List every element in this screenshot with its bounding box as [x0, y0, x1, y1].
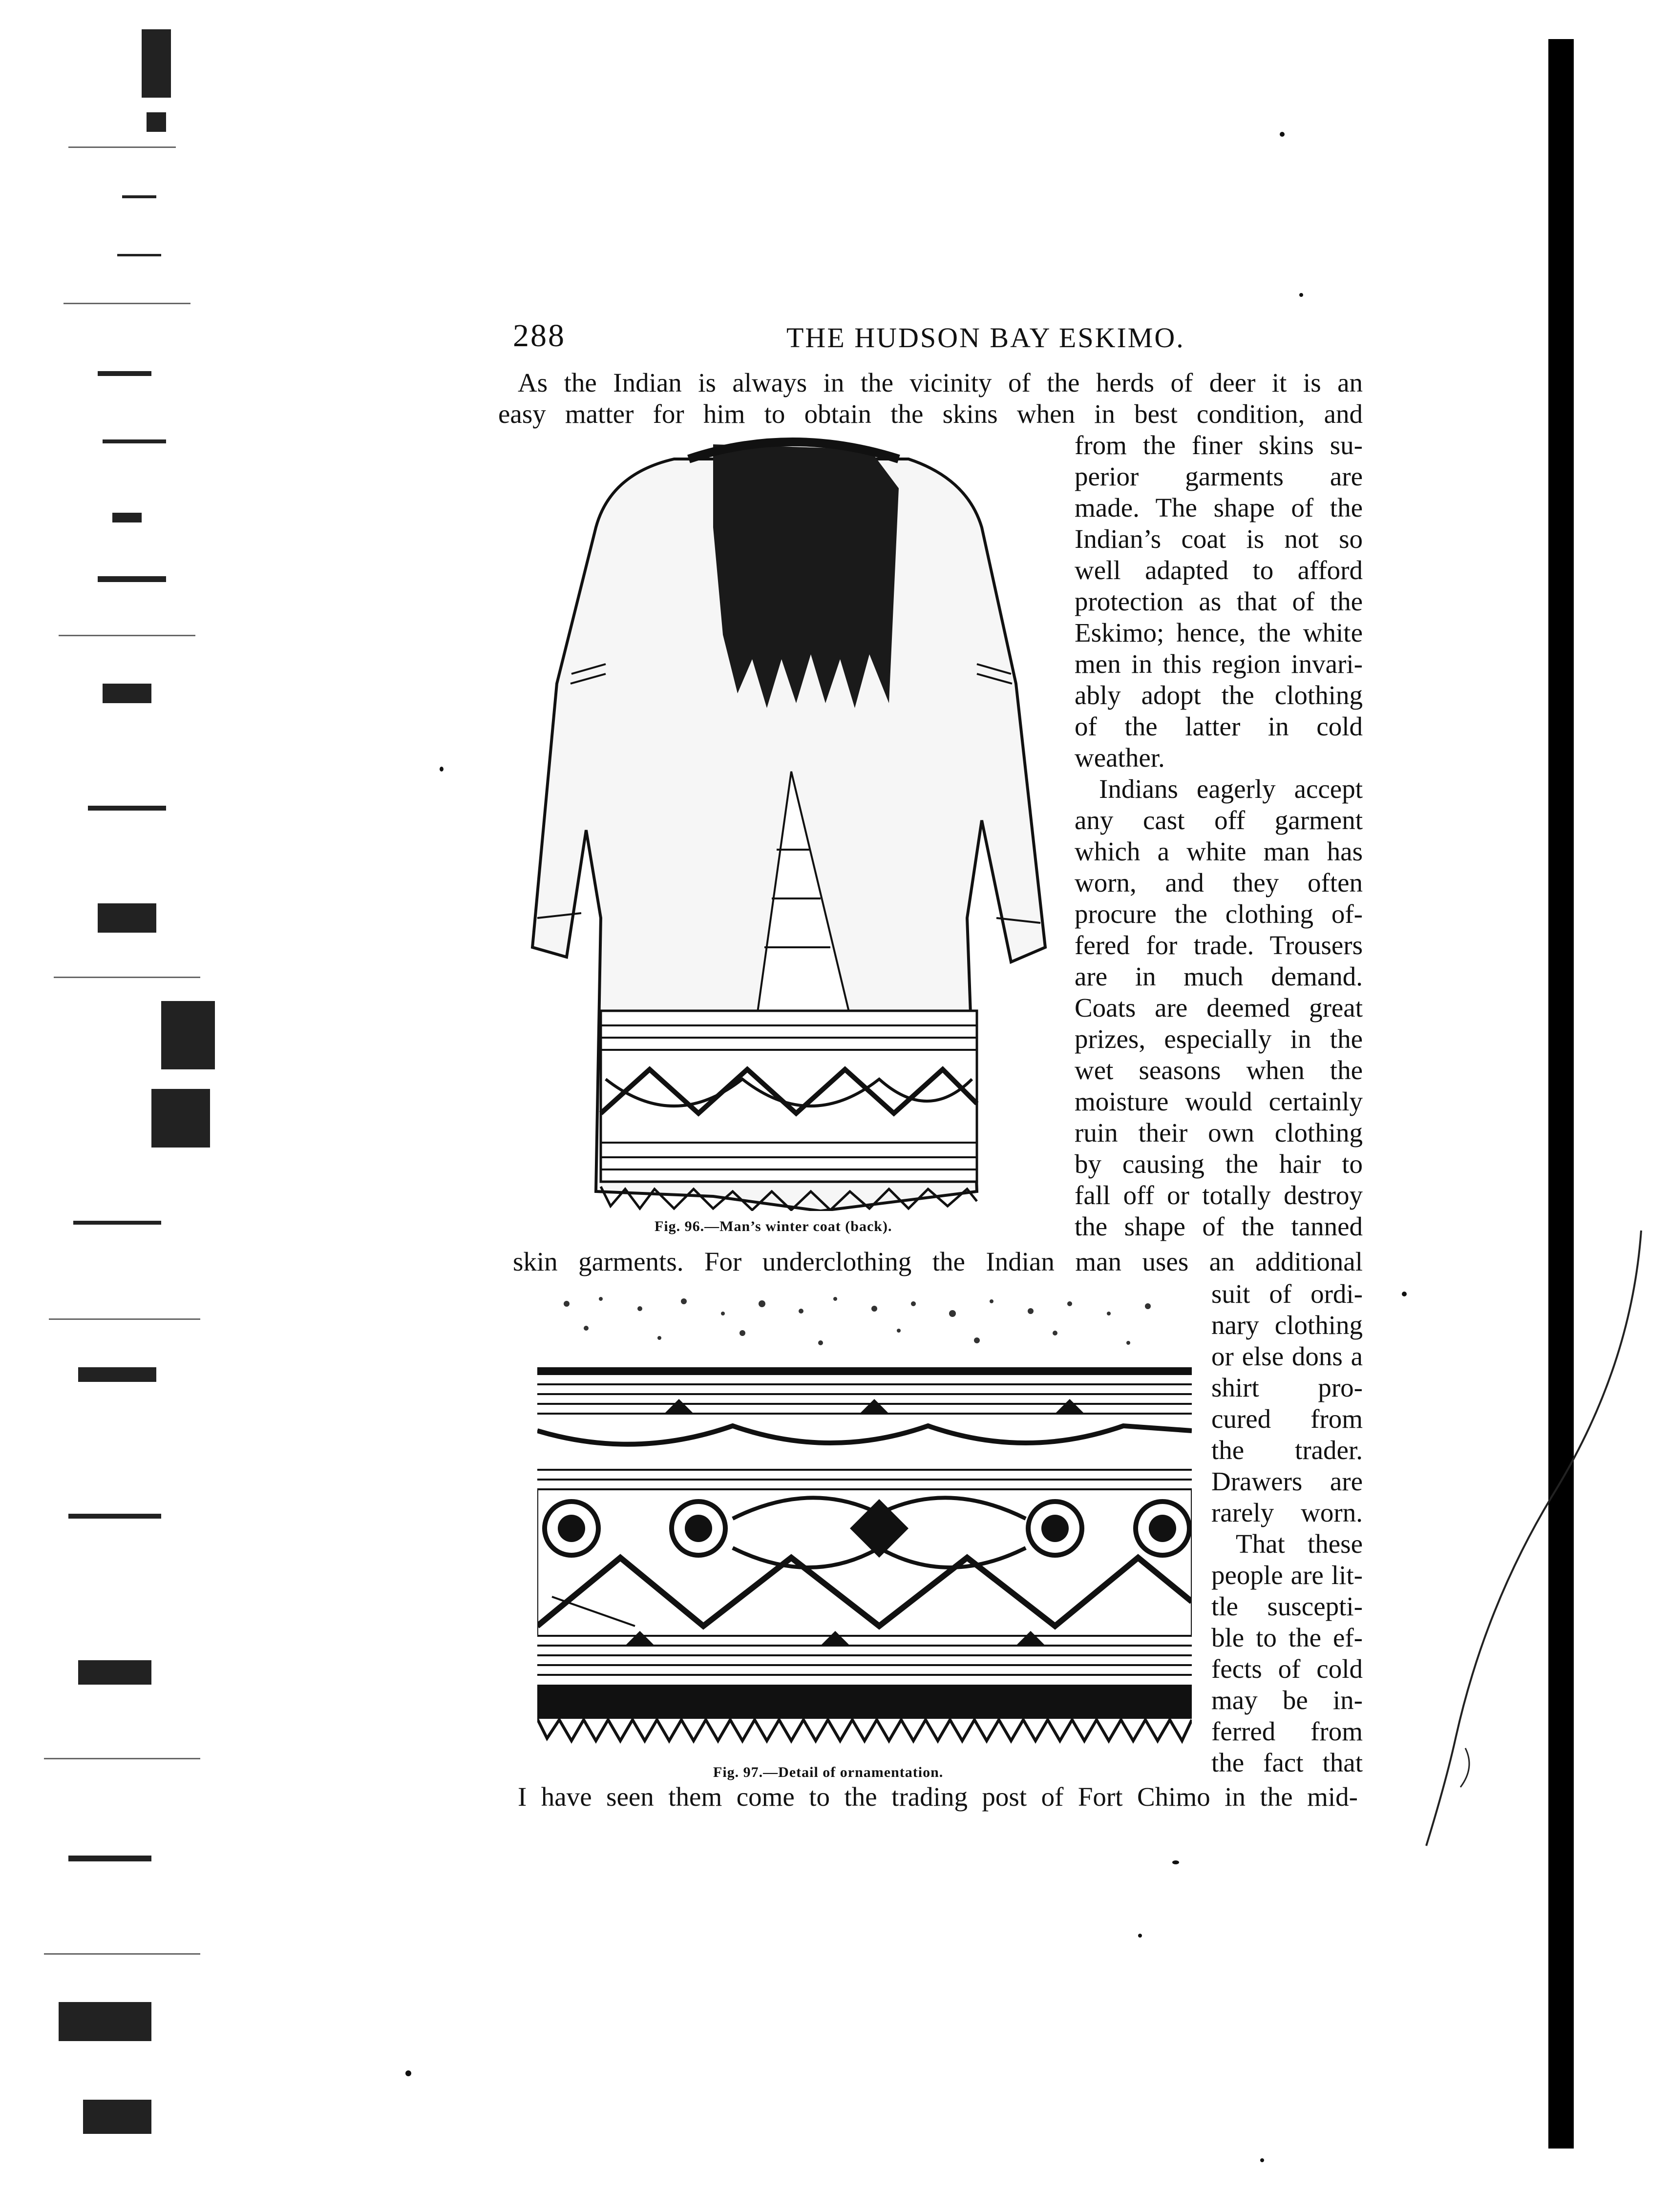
text-line: worn, and they often: [1075, 868, 1363, 897]
text-line: by causing the hair to: [1075, 1149, 1363, 1179]
figure-96-coat: [528, 430, 1055, 1211]
text-line: any cast off garment: [1075, 805, 1363, 835]
text-line: fered for trade. Trousers: [1075, 930, 1363, 960]
text-line: Eskimo; hence, the white: [1075, 618, 1363, 647]
text-line: ably adopt the clothing: [1075, 680, 1363, 710]
ink-speck: [405, 2070, 411, 2076]
text-line: cured from: [1211, 1404, 1363, 1434]
text-line: may be in-: [1211, 1685, 1363, 1715]
text-line: ferred from: [1211, 1716, 1363, 1746]
figure-97-caption: Fig. 97.—Detail of ornamentation.: [713, 1764, 944, 1780]
ink-speck: [1260, 2158, 1264, 2162]
text-line: weather.: [1075, 743, 1165, 772]
text-line: tle suscepti-: [1211, 1591, 1363, 1621]
running-head: [513, 317, 1363, 356]
text-line: rarely worn.: [1211, 1498, 1363, 1527]
text-line: procure the clothing of-: [1075, 899, 1363, 929]
text-line: the fact that: [1211, 1748, 1363, 1777]
text-line: wet seasons when the: [1075, 1055, 1363, 1085]
text-line: from the finer skins su-: [1075, 430, 1363, 460]
text-line: people are lit-: [1211, 1560, 1363, 1590]
text-line: the shape of the tanned: [1075, 1211, 1363, 1241]
figure-97-ornament: [537, 1284, 1192, 1753]
scan-edge-noise: [0, 0, 234, 2212]
ink-speck: [1138, 1934, 1142, 1938]
text-line: men in this region invari-: [1075, 649, 1363, 679]
ink-speck: [1172, 1860, 1179, 1864]
text-line: perior garments are: [1075, 461, 1363, 491]
text-line: which a white man has: [1075, 836, 1363, 866]
text-line: shirt pro-: [1211, 1373, 1363, 1402]
text-line: moisture would certainly: [1075, 1086, 1363, 1116]
text-line: well adapted to afford: [1075, 555, 1363, 585]
text-line: Coats are deemed great: [1075, 993, 1363, 1023]
text-line: ble to the ef-: [1211, 1623, 1363, 1652]
text-line: Drawers are: [1211, 1466, 1363, 1496]
ink-speck: [1402, 1292, 1407, 1296]
text-line: the trader.: [1211, 1435, 1363, 1465]
text-line: skin garments. For underclothing the Indian man uses an additional: [513, 1247, 1363, 1276]
text-line: nary clothing: [1211, 1310, 1363, 1340]
running-title: THE HUDSON BAY ESKIMO.: [786, 322, 1185, 354]
text-line: fall off or totally destroy: [1075, 1180, 1363, 1210]
text-line: Indians eagerly accept: [1099, 774, 1363, 804]
text-line: That these: [1236, 1529, 1363, 1559]
text-line: I have seen them come to the trading post of Fort Chimo in the mid-: [518, 1782, 1358, 1812]
ink-speck: [1280, 132, 1285, 137]
ink-speck: [1299, 293, 1303, 297]
figure-96-caption: Fig. 96.—Man’s winter coat (back).: [655, 1218, 892, 1234]
text-line: of the latter in cold: [1075, 711, 1363, 741]
text-line: fects of cold: [1211, 1654, 1363, 1684]
text-line: ruin their own clothing: [1075, 1118, 1363, 1148]
page-number: 288: [513, 318, 566, 354]
text-line: suit of ordi-: [1211, 1279, 1363, 1309]
text-line: made. The shape of the: [1075, 493, 1363, 522]
text-line: easy matter for him to obtain the skins when in best condition, and: [498, 399, 1363, 429]
ink-speck: [440, 767, 444, 772]
text-line: prizes, especially in the: [1075, 1024, 1363, 1054]
text-line: protection as that of the: [1075, 586, 1363, 616]
margin-pen-stroke: [1358, 1221, 1651, 1856]
text-line: are in much demand.: [1075, 961, 1363, 991]
text-line: Indian’s coat is not so: [1075, 524, 1363, 554]
text-line: or else dons a: [1211, 1341, 1363, 1371]
text-line: As the Indian is always in the vicinity of the herds of deer it is an: [518, 368, 1363, 397]
